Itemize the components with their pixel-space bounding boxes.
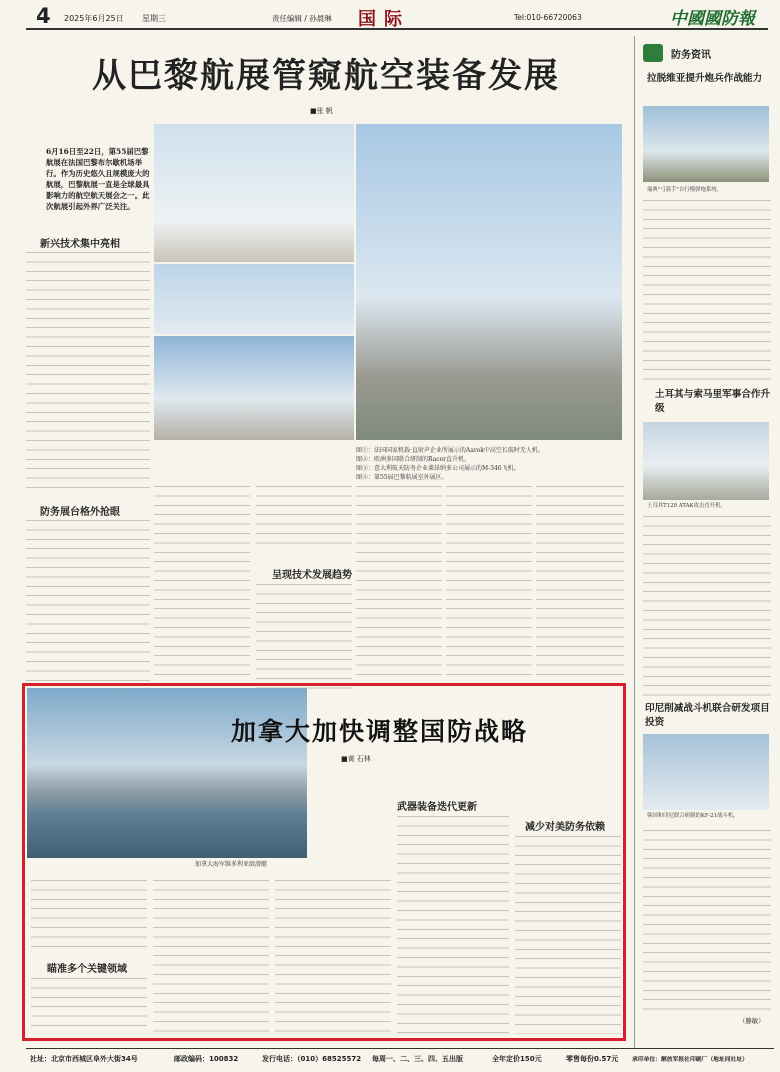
footer-postcode: 邮政编码：100832 — [174, 1055, 239, 1063]
sidebar — [634, 36, 774, 1048]
sidebar-header — [643, 42, 771, 64]
sidebar-logo-icon — [643, 44, 663, 62]
photo-captions — [356, 446, 624, 482]
canada-body-1b — [31, 978, 147, 1034]
sidebar-label: 防务资讯 — [671, 50, 711, 61]
main-title: 从巴黎航展管窥航空装备发展 — [92, 56, 560, 96]
date: 2025年6月25日 — [64, 14, 124, 23]
footer-unit-price: 零售每份0.57元 — [566, 1055, 619, 1063]
news3-title: 印尼削减战斗机联合研发项目投资 — [645, 703, 770, 728]
body-col-5 — [446, 486, 532, 692]
canada-body-5 — [515, 836, 621, 1034]
body-col-2 — [154, 486, 250, 692]
editor: 责任编辑 / 孙晨琳 — [272, 14, 332, 23]
subhead-reduce-us: 减少对美防务依赖 — [525, 822, 605, 833]
page-number: 4 — [36, 4, 51, 28]
news2-title: 土耳其与索马里军事合作升级 — [655, 389, 771, 414]
lead-paragraph: 6月16日至22日，第55届巴黎航展在法国巴黎布尔歇机场举行。作为历史悠久且规模庞大的航展，巴黎航展一直是全球最具影响力的航空航天展会之一。此次航展引起外界广泛关注。 — [46, 147, 150, 211]
news2-photo — [643, 422, 769, 500]
body-col-6 — [536, 486, 624, 692]
footer-year-price: 全年定价150元 — [492, 1055, 542, 1063]
news2-caption: 土耳其T129 ATAK攻击直升机。 — [647, 503, 726, 509]
news3-body — [643, 830, 771, 1014]
news1-caption: 瑞典"弓箭手"自行榴弹炮系统。 — [647, 187, 723, 193]
body-col-3a — [256, 486, 352, 546]
subhead-defense-booths: 防务展台格外抢眼 — [40, 507, 120, 518]
news3-photo — [643, 734, 769, 810]
canada-article — [22, 683, 626, 1041]
weekday: 星期三 — [142, 14, 166, 23]
section-title: 国际 — [358, 9, 410, 30]
subhead-new-tech: 新兴技术集中亮相 — [40, 239, 120, 250]
news1-title: 拉脱维亚提升炮兵作战能力 — [647, 73, 763, 84]
outdoor-exhibit-photo — [356, 124, 622, 440]
footer-phone: 发行电话：（010）68525572 — [262, 1055, 362, 1063]
body-col-1b — [26, 520, 150, 692]
main-byline: ■张 帆 — [310, 107, 333, 115]
canada-photo-caption: 加拿大海军维多利亚级潜艇 — [195, 861, 268, 868]
sidebar-author: （滕敏） — [739, 1017, 765, 1025]
news1-body — [643, 200, 771, 388]
m346-aircraft-photo — [154, 336, 354, 440]
body-col-3b — [256, 584, 352, 692]
aarok-drone-photo — [154, 124, 354, 262]
page-footer — [26, 1048, 774, 1066]
page-header — [26, 6, 768, 30]
caption-1: 图①：法国国家机载·直射声企业所展示的Aarok中高空长航时无人机。 — [356, 447, 544, 454]
racer-helicopter-photo — [154, 264, 354, 334]
footer-frequency: 每周一、二、三、四、五出版 — [372, 1055, 463, 1063]
canada-body-4 — [397, 816, 509, 1034]
footer-printer: 承印单位：解放军报社印刷厂（地址同社址） — [632, 1057, 748, 1063]
footer-address: 社址：北京市西城区阜外大街34号 — [30, 1055, 138, 1063]
canada-body-2 — [153, 880, 269, 1034]
canada-body-3 — [275, 880, 391, 1034]
canada-title: 加拿大加快调整国防战略 — [231, 717, 529, 746]
canada-byline: ■黄 石林 — [341, 755, 371, 763]
body-col-1a — [26, 252, 150, 492]
caption-4: 图④：第55届巴黎航展室外展区。 — [356, 474, 448, 481]
subhead-equipment: 武器装备迭代更新 — [397, 802, 477, 813]
photo-collage — [154, 124, 622, 440]
tel: Tel:010-66720063 — [514, 13, 582, 22]
canada-body-1a — [31, 880, 147, 954]
masthead-logo: 中國國防報 — [670, 9, 755, 29]
news1-photo — [643, 106, 769, 182]
subhead-trends: 呈现技术发展趋势 — [272, 570, 352, 581]
caption-3: 图③：意大利航天防务企业莱昂纳多公司展示的M-346飞机。 — [356, 465, 520, 472]
news3-caption: 韩国和印尼联合研制的KF-21战斗机。 — [647, 813, 739, 819]
body-col-4 — [356, 486, 442, 692]
news2-body — [643, 516, 771, 702]
subhead-key-areas: 瞄准多个关键领域 — [47, 964, 127, 975]
caption-2: 图②：欧洲多国联合研制的Racer直升机。 — [356, 456, 471, 463]
